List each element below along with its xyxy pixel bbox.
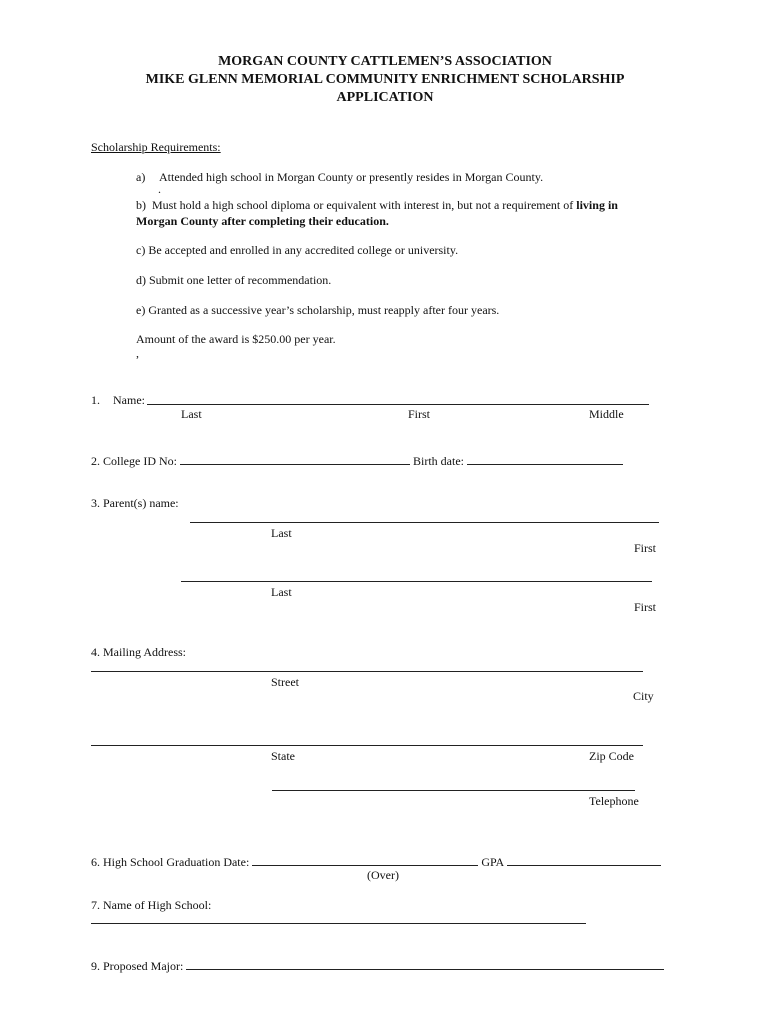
city-caption: City [633, 689, 654, 703]
parent-1-first-caption: First [634, 541, 657, 555]
requirement-b-marker: b) [136, 198, 146, 212]
state-zip-input-line[interactable] [91, 745, 643, 746]
proposed-major-label: 9. Proposed Major: [91, 959, 184, 973]
requirement-d: d) Submit one letter of recommendation. [136, 273, 332, 287]
requirement-a-dot: . [158, 182, 161, 196]
major-row [91, 957, 664, 973]
name-first-caption: First [408, 407, 431, 421]
parent-2-first-caption: First [634, 600, 657, 614]
form-title-line-1: MORGAN COUNTY CATTLEMEN’S ASSOCIATION [218, 54, 552, 69]
telephone-input-line[interactable] [272, 790, 635, 791]
name-input-line[interactable] [147, 404, 649, 405]
college-id-label: 2. College ID No: [91, 454, 177, 468]
parent-2-input-line[interactable] [181, 581, 652, 582]
form-title-line-2: MIKE GLENN MEMORIAL COMMUNITY ENRICHMENT SCHOLARSHIP [145, 72, 625, 87]
college-id-input-line[interactable] [180, 452, 410, 465]
high-school-input-line[interactable] [91, 923, 586, 924]
street-city-input-line[interactable] [91, 671, 643, 672]
zip-code-caption: Zip Code [589, 749, 634, 763]
requirement-b-line-1 [136, 198, 618, 212]
gpa-input-line[interactable] [507, 853, 661, 866]
name-last-caption: Last [181, 407, 202, 421]
award-amount: Amount of the award is $250.00 per year. [136, 332, 336, 346]
requirement-a-marker: a) [136, 170, 146, 184]
high-school-label: 7. Name of High School: [91, 898, 212, 912]
parent-2-last-caption: Last [271, 585, 292, 599]
requirement-b-bold-2: Morgan County after completing their education. [136, 214, 389, 228]
requirement-b-text: Must hold a high school diploma or equivalent with interest in, but not a requirement of [152, 198, 574, 212]
name-label: Name: [113, 393, 145, 407]
form-title-line-3: APPLICATION [336, 90, 434, 105]
parents-label: 3. Parent(s) name: [91, 496, 179, 510]
requirement-b-bold-1: living in [576, 198, 618, 212]
requirement-c: c) Be accepted and enrolled in any accredited college or university. [136, 243, 459, 257]
proposed-major-input-line[interactable] [186, 957, 664, 970]
street-caption: Street [271, 675, 299, 689]
graduation-row [91, 853, 661, 869]
parent-1-input-line[interactable] [190, 522, 659, 523]
requirement-a: Attended high school in Morgan County or presently resides in Morgan County. [159, 170, 544, 184]
parent-1-last-caption: Last [271, 526, 292, 540]
name-number: 1. [91, 393, 100, 407]
birth-date-input-line[interactable] [467, 452, 623, 465]
requirements-heading: Scholarship Requirements: [91, 140, 221, 154]
birth-date-label: Birth date: [413, 454, 464, 468]
telephone-caption: Telephone [589, 794, 639, 808]
requirement-e: e) Granted as a successive year’s scholarship, must reapply after four years. [136, 303, 500, 317]
graduation-date-input-line[interactable] [252, 853, 478, 866]
stray-comma: , [136, 346, 139, 360]
gpa-label: GPA [481, 855, 504, 869]
state-caption: State [271, 749, 295, 763]
mailing-address-label: 4. Mailing Address: [91, 645, 186, 659]
over-note: (Over) [367, 868, 399, 882]
college-id-row [91, 452, 623, 468]
name-middle-caption: Middle [589, 407, 624, 421]
graduation-date-label: 6. High School Graduation Date: [91, 855, 250, 869]
